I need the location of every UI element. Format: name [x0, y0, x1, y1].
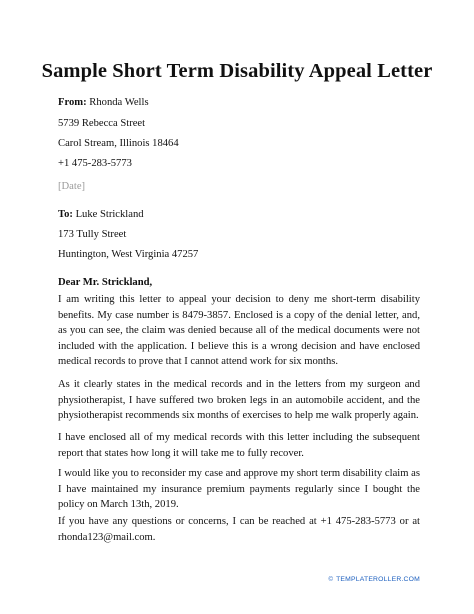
copyright-icon: © [328, 577, 334, 583]
from-name-line [58, 96, 149, 109]
body-paragraph: As it clearly states in the medical records and in the letters from my surgeon and physiotherapist, I have suffered two broken legs in an automobile accident, and the physiotherapist recommends six months of exercises to help me walk properly again. [58, 379, 420, 422]
body-paragraph: I am writing this letter to appeal your decision to deny me short-term disability benefits. My case number is 8479-3857. Enclosed is a copy of the denial letter, and, as you can see, the claim was denied because all of the medical documents were not included with the application. I believe this is a wrong decision and have enclosed medical records to prove that I cannot attend work for six months. [58, 294, 420, 368]
body-paragraph: I have enclosed all of my medical records with this letter including the subsequent report that states how long it will take me to fully recover. [58, 432, 420, 459]
to-label: To: [58, 209, 73, 220]
to-city: Huntington, West Virginia 47257 [58, 249, 199, 260]
to-name-line [58, 208, 144, 221]
to-name: Luke Strickland [75, 209, 144, 220]
body-paragraph: If you have any questions or concerns, I can be reached at +1 475-283-5773 or at rhonda123@mail.com. [58, 516, 420, 543]
date-placeholder: [Date] [58, 181, 86, 192]
from-name: Rhonda Wells [89, 97, 149, 108]
from-phone: +1 475-283-5773 [58, 158, 132, 169]
footer-text: TEMPLATEROLLER.COM [336, 576, 420, 583]
from-city: Carol Stream, Illinois 18464 [58, 138, 179, 149]
body-paragraph: I would like you to reconsider my case and approve my short term disability claim as I have maintained my insurance premium payments regularly since I bought the policy on March 13th, 2019. [58, 468, 420, 511]
page-title: Sample Short Term Disability Appeal Letter [41, 60, 433, 82]
from-street: 5739 Rebecca Street [58, 118, 146, 129]
from-label: From: [58, 97, 87, 108]
to-street: 173 Tully Street [58, 229, 127, 240]
salutation: Dear Mr. Strickland, [58, 277, 153, 288]
footer-credit[interactable] [328, 576, 420, 583]
